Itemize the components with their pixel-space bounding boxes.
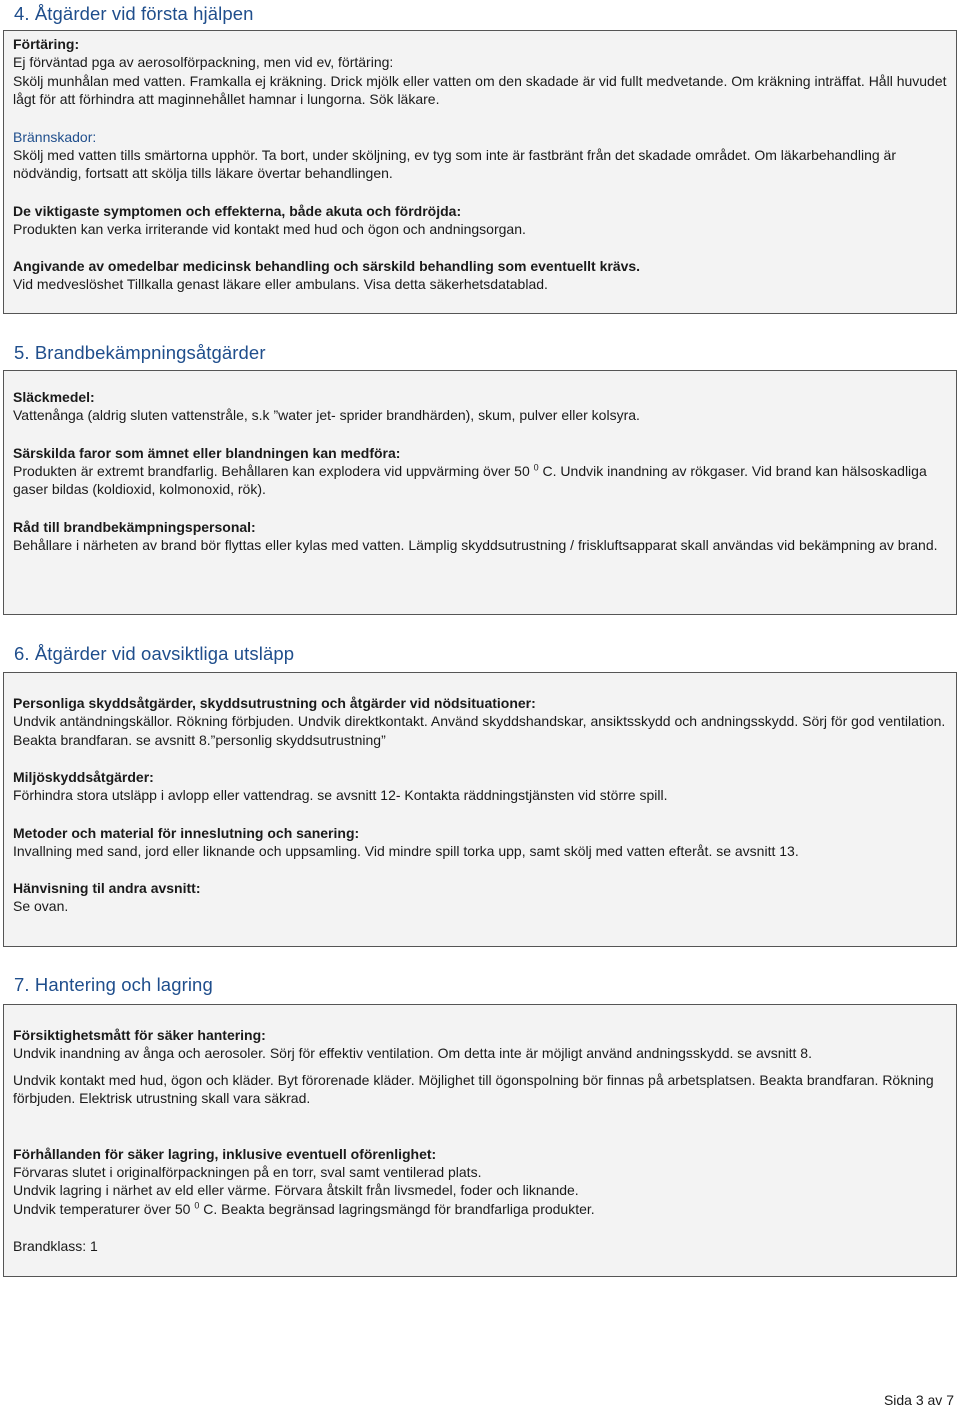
heading-symptom: De viktigaste symptomen och effekterna, både akuta och fördröjda:	[13, 202, 462, 219]
section-4-box	[3, 30, 957, 314]
heading-hanvisning: Hänvisning til andra avsnitt:	[13, 880, 201, 896]
heading-lagring: Förhållanden för säker lagring, inklusive eventuell oförenlighet:	[13, 1145, 437, 1162]
heading-fortaring: Förtäring:	[13, 36, 80, 52]
heading-miljo: Miljöskyddsåtgärder:	[13, 769, 154, 785]
text-symptom: Produkten kan verka irriterande vid kontakt med hud och ögon och andningsorgan.	[13, 220, 526, 237]
text-personliga: Undvik antändningskällor. Rökning förbjuden. Undvik direktkontakt. Använd skyddshandskar, ansiktsskydd och andningsskydd. Sörj för god ventilation. Beakta brandfaran. se avsnitt 8.”personlig skyddsutrustning”	[13, 713, 946, 748]
text-rad: Behållare i närheten av brand bör flyttas eller kylas med vatten. Lämplig skyddsutrustning / friskluftsapparat skall användas vid bekämpning av brand.	[13, 536, 938, 553]
heading-rad: Råd till brandbekämpningspersonal:	[13, 518, 256, 535]
heading-hantering: Försiktighetsmått för säker hantering:	[13, 1027, 266, 1043]
text-lagring-1: Förvaras slutet i originalförpackningen på en torr, sval samt ventilerad plats.	[13, 1163, 482, 1180]
section-7-title: 7. Hantering och lagring	[14, 974, 213, 995]
text-metoder: Invallning med sand, jord eller liknande och uppsamling. Vid mindre spill torka upp, samt skölj med vatten efteråt. se avsnitt 13.	[13, 842, 799, 859]
section-4-title: 4. Åtgärder vid första hjälpen	[14, 3, 254, 24]
heading-metoder: Metoder och material för inneslutning och sanering:	[13, 824, 360, 841]
heading-brannskador: Brännskador:	[13, 128, 97, 145]
text-behandling: Vid medveslöshet Tillkalla genast läkare eller ambulans. Visa detta säkerhetsdatablad.	[13, 276, 548, 292]
heading-personliga: Personliga skyddsåtgärder, skyddsutrustning och åtgärder vid nödsituationer:	[13, 695, 536, 711]
text-lagring-3: Undvik temperaturer över 50 $^0$ C. Beakta begränsad lagringsmängd för brandfarliga produkter.	[13, 1199, 595, 1217]
section-5-title: 5. Brandbekämpningsåtgärder	[14, 342, 266, 363]
text-fortaring-1: Ej förväntad pga av aerosolförpackning, men vid ev, förtäring:	[13, 54, 394, 70]
heading-behandling: Angivande av omedelbar medicinsk behandling och särskild behandling som eventuellt krävs.	[13, 258, 641, 274]
heading-slackmedel: Släckmedel:	[13, 389, 95, 405]
text-brandklass: Brandklass: 1	[13, 1238, 98, 1254]
page-number: Sida 3 av 7	[883, 1392, 954, 1408]
section-6-box	[3, 672, 957, 947]
text-brannskador: Skölj med vatten tills smärtorna upphör. Ta bort, under sköljning, ev tyg som inte är fastbränt från det skadade området. Om läkarbehandling är nödvändig, fortsatt att skölja tills läkare övertar behandlingen.	[13, 146, 896, 181]
text-faror: Produkten är extremt brandfarlig. Behållaren kan explodera vid uppvärming över 50 $^0$ C. Undvik inandning av rökgaser. Vid brand kan hälsoskadliga gaser bildas (koldioxid, kolmonoxid, rök).	[13, 461, 927, 497]
text-hanvisning: Se ovan.	[13, 898, 69, 914]
text-hantering-1: Undvik inandning av ånga och aerosoler. Sörj för effektiv ventilation. Om detta inte är möjligt använd andningsskydd. se avsnitt 8.	[13, 1045, 812, 1061]
section-5-box	[3, 370, 957, 615]
text-hantering-2: Undvik kontakt med hud, ögon och kläder. Byt förorenade kläder. Möjlighet till ögonspolning bör finnas på arbetsplatsen. Beakta brandfaran. Rökning förbjuden. Elektrisk utrustning skall vara säkrad.	[13, 1071, 934, 1106]
text-miljo: Förhindra stora utsläpp i avlopp eller vattendrag. se avsnitt 12- Kontakta räddningstjänsten vid större spill.	[13, 787, 668, 803]
text-slackmedel: Vattenånga (aldrig sluten vattenstråle, s.k ”water jet- sprider brandhärden), skum, pulver eller kolsyra.	[13, 407, 640, 423]
text-fortaring-2: Skölj munhålan med vatten. Framkalla ej kräkning. Drick mjölk eller vatten om den skadade är vid fullt medvetande. Om kräkning inträffat. Håll huvudet lågt för att förhindra att maginnehållet hamnar i lungorna. Sök läkare.	[13, 72, 947, 107]
text-lagring-2: Undvik lagring i närhet av eld eller värme. Förvara åtskilt från livsmedel, foder och liknande.	[13, 1182, 579, 1198]
section-7-box	[3, 1004, 957, 1277]
section-6-title: 6. Åtgärder vid oavsiktliga utsläpp	[14, 643, 295, 664]
heading-faror: Särskilda faror som ämnet eller blandningen kan medföra:	[13, 444, 401, 461]
